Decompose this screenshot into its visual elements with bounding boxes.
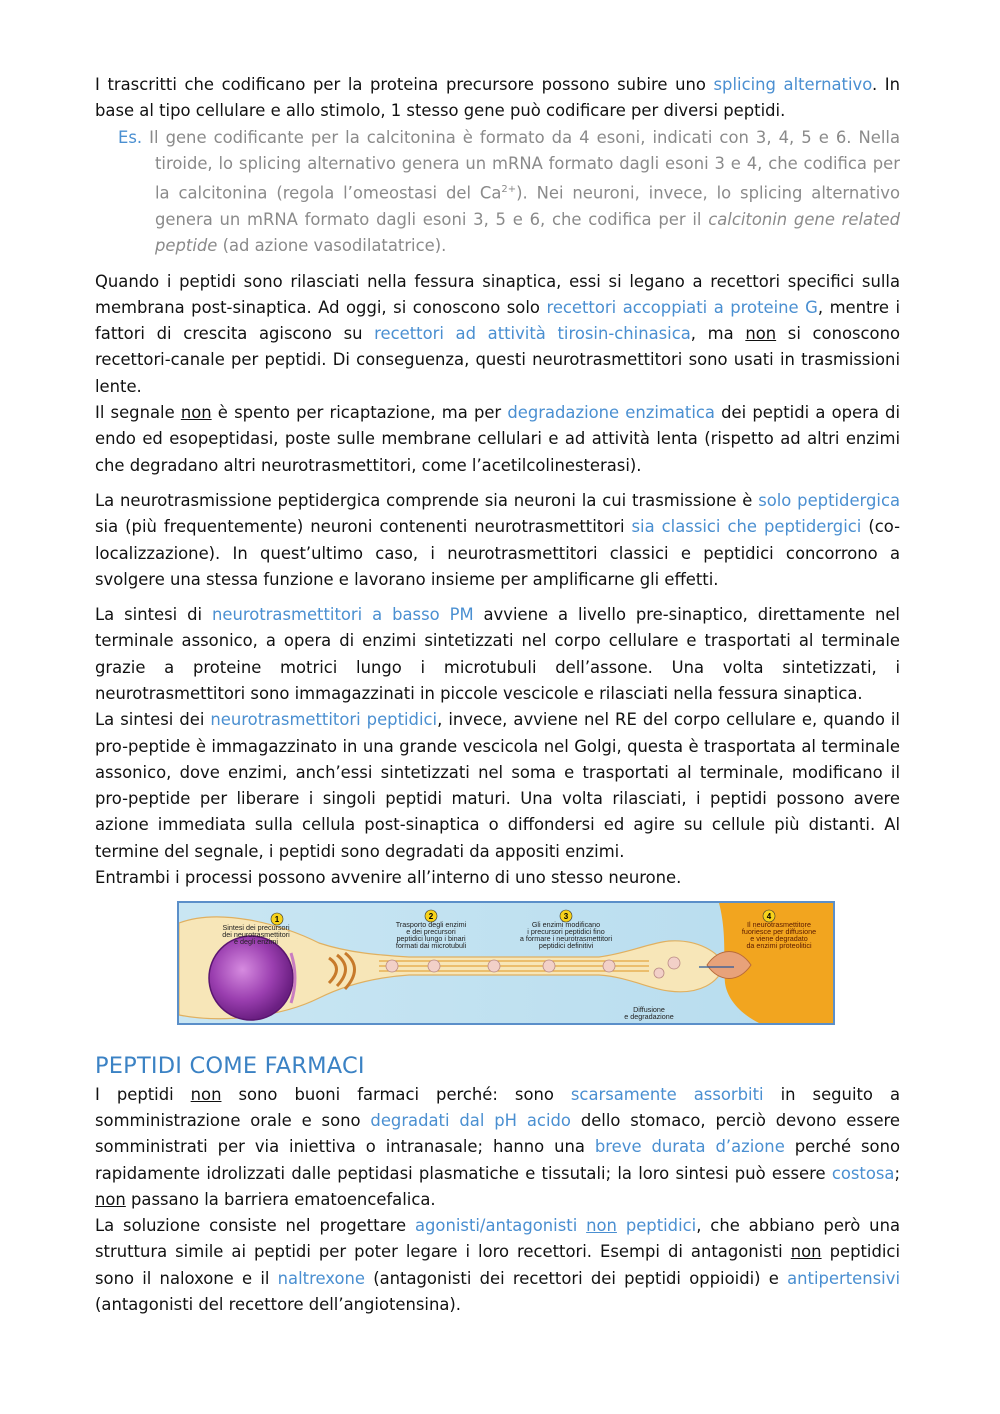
diffusion-line1: Diffusione xyxy=(633,1005,665,1015)
step4-line1: Il neurotrasmettitore xyxy=(747,920,811,930)
svg-text:2: 2 xyxy=(428,912,434,922)
diffusion-line2: e degradazione xyxy=(624,1012,674,1022)
step2-line2: e dei precursori xyxy=(406,927,456,937)
step3-line3: a formare i neurotrasmettitori xyxy=(519,934,613,944)
step1-line2: dei neurotrasmettitori xyxy=(222,930,290,940)
term-splicing-alternativo: splicing alternativo xyxy=(713,75,872,94)
paragraph-drugs: I peptidi non sono buoni farmaci perché: sono scarsamente assorbiti in seguito a somministrazione orale e sono degradati dal pH acido dello stomaco, perciò devono essere somministrati per via iniettiva o intranasale; hanno una breve durata d’azione perché sono rapidamente idrolizzati dalle peptidasi plasmatiche e tissutali; la loro sintesi può essere costosa; non passano la barriera ematoencefalica. xyxy=(95,1084,900,1209)
section-heading-peptidi-farmaci: PEPTIDI COME FARMACI xyxy=(95,1053,365,1080)
paragraph-synthesis-low-pm: La sintesi di neurotrasmettitori a basso PM avviene a livello pre-sinaptico, direttamente nel terminale assonico, a opera di enzimi sintetizzati nel corpo cellulare e trasportati al terminale grazie a proteine motrici lungo i microtubuli dell’assone. Una volta sintetizzati, i neurotrasmettitori sono immagazzinati in piccole vescicole e rilasciati nella fessura sinaptica. xyxy=(95,605,900,703)
step4-line4: da enzimi proteolitici xyxy=(746,941,812,951)
neuron-diagram xyxy=(179,903,833,1023)
example-calcitonin: Es. Il gene codificante per la calcitonina è formato da 4 esoni, indicati con 3, 4, 5 e 6. Nella tiroide, lo splicing alternativo genera un mRNA formato dagli esoni 3 e 4, che codifica per la calcitonina (regola l’omeostasi del $Ca^{2+}$). Nei neuroni, invece, lo splicing alternativo genera un mRNA formato dagli esoni 3, 5 e 6, che codifica per il calcitonin gene related peptide (ad azione vasodilatatrice). xyxy=(118,127,901,256)
paragraph-synthesis-peptidic: La sintesi dei neurotrasmettitori peptidici, invece, avviene nel RE del corpo cellulare e, quando il pro-peptide è immagazzinato in una grande vescicola nel Golgi, questa è trasportata al terminale assonico, dove enzimi, anch’essi sintetizzati nel soma e trasportati al terminale, modificano il pro-peptide per liberare i singoli peptidi maturi. Una volta rilasciati, i peptidi possono avere azione immediata sulla cellula post-sinaptica o diffondersi ed agire su cellule più distanti. Al termine del segnale, i peptidi sono degradati da appositi enzimi. xyxy=(95,710,900,861)
paragraph-colocalization: La neurotrasmissione peptidergica comprende sia neuroni la cui trasmissione è solo peptidergica sia (più frequentemente) neuroni contenenti neurotrasmettitori sia classici che peptidergici (co-localizzazione). In quest’ultimo caso, i neurotrasmettitori classici e peptidici concorrono a svolgere una stessa funzione e lavorano insieme per amplificarne gli effetti. xyxy=(95,490,901,589)
svg-text:4: 4 xyxy=(766,912,772,922)
paragraph-solution: La soluzione consiste nel progettare agonisti/antagonisti non peptidici, che abbiano però una struttura simile ai peptidi per poter legare i loro recettori. Esempi di antagonisti non peptidici sono il naloxone e il naltrexone (antagonisti dei recettori dei peptidi oppioidi) e antipertensivi (antagonisti del recettore dell’angiotensina). xyxy=(95,1216,901,1315)
step2-line3: peptidici lungo i binari xyxy=(396,934,466,944)
example-label: Es. xyxy=(118,127,143,147)
step1-line3: e degli enzimi xyxy=(234,937,278,947)
step2-line1: Trasporto degli enzimi xyxy=(395,920,467,930)
step3-line4: peptidici definitivi xyxy=(538,941,594,951)
svg-text:1: 1 xyxy=(274,915,280,925)
term-rtk: recettori ad attività tirosin-chinasica xyxy=(374,324,691,344)
paragraph-both-processes: Entrambi i processi possono avvenire all’interno di uno stesso neurone. xyxy=(95,868,682,888)
paragraph-splicing: I trascritti che codificano per la proteina precursore possono subire uno splicing alternativo. In base al tipo cellulare e allo stimolo, 1 stesso gene può codificare per diversi peptidi. xyxy=(95,75,900,121)
step3-line2: i precursori peptidici fino xyxy=(527,927,605,937)
document-page xyxy=(95,72,900,1318)
step4-line2: fuoriesce per diffusione xyxy=(741,927,817,937)
neuron-synthesis-figure xyxy=(177,901,835,1025)
step2-line4: formati dai microtubuli xyxy=(395,941,467,951)
term-degradazione: degradazione enzimatica xyxy=(507,403,715,423)
step1-line1: Sintesi dei precursori xyxy=(222,923,290,933)
paragraph-receptors: Quando i peptidi sono rilasciati nella fessura sinaptica, essi si legano a recettori specifici sulla membrana post-sinaptica. Ad oggi, si conoscono solo recettori accoppiati a proteine G, mentre i fattori di crescita agiscono su recettori ad attività tirosin-chinasica, ma non si conoscono recettori-canale per peptidi. Di conseguenza, questi neurotrasmettitori sono usati in trasmissioni lente. xyxy=(95,271,901,396)
step4-line3: e viene degradato xyxy=(750,934,808,944)
term-gpcr: recettori accoppiati a proteine G xyxy=(546,297,818,317)
paragraph-degradation: Il segnale non è spento per ricaptazione, ma per degradazione enzimatica dei peptidi a opera di endo ed esopeptidasi, poste sulle membrane cellulari e ad attività lenta (rispetto ad altri enzimi che degradano altri neurotrasmettitori, come l’acetilcolinesterasi). xyxy=(95,403,901,475)
svg-text:3: 3 xyxy=(563,912,569,922)
step3-line1: Gli enzimi modificano xyxy=(531,920,601,930)
